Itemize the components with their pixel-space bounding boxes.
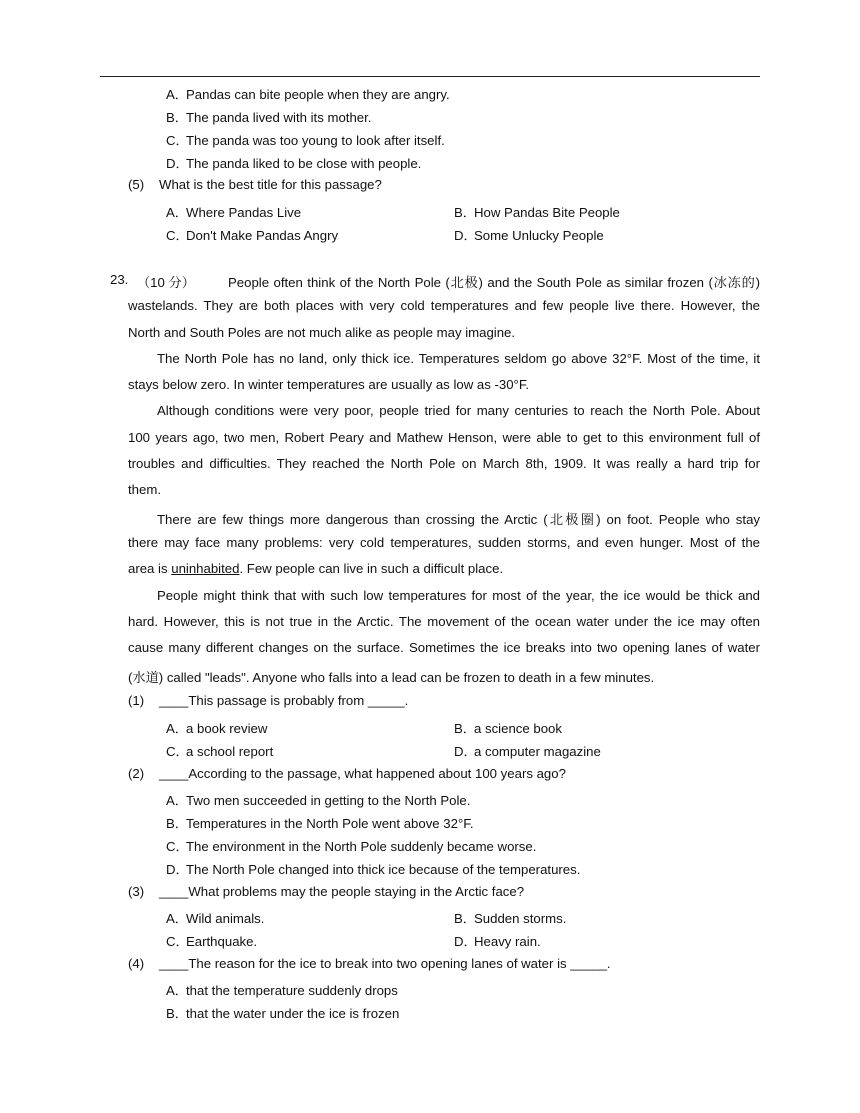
option-text: that the temperature suddenly drops [186,983,398,998]
option-c [166,225,338,244]
passage-line: North and South Poles are not much alike as people may imagine. [128,325,516,340]
passage-line: 100 years ago, two men, Robert Peary and Mathew Henson, were able to get to this environment full of [128,430,760,445]
option-text: Earthquake. [186,934,258,949]
option-b [454,718,562,737]
passage-line: The North Pole has no land, only thick ice. Temperatures seldom go above 32°F. Most of the time, it [157,351,760,366]
option-c [166,931,257,950]
option-a [166,908,264,927]
option-text: a book review [186,721,268,736]
option-text: Heavy rain. [474,934,541,949]
option-label: A． [166,983,188,998]
option-text: The North Pole changed into thick ice because of the temperatures. [186,862,581,877]
option-text: Temperatures in the North Pole went above 32°F. [186,816,474,831]
option-c [166,836,536,855]
option-label: B． [166,1006,188,1021]
option-label: B． [454,205,476,220]
passage-line: hard. However, this is not true in the Arctic. The movement of the ocean water under the ice may often [128,614,760,629]
option-label: B． [166,110,188,125]
option-label: C． [166,934,189,949]
option-b [454,908,566,927]
option-label: C． [166,228,189,243]
option-label: D． [454,228,477,243]
option-text: The panda lived with its mother. [186,110,372,125]
option-b [166,107,371,126]
option-label: A． [166,911,188,926]
question-stem: ____What problems may the people staying in the Arctic face? [159,884,525,899]
option-text: The environment in the North Pole suddenly became worse. [186,839,537,854]
underlined-word: uninhabited [171,561,240,576]
passage-line: there may face many problems: very cold temperatures, sudden storms, and even hunger. Most of the [128,535,760,550]
option-label: D． [454,744,477,759]
option-b [166,1003,399,1022]
passage-line: them. [128,482,161,497]
option-text: Two men succeeded in getting to the North Pole. [186,793,471,808]
score-label: （10 分） [137,275,195,290]
question-number: (3) [128,884,145,899]
option-text: Pandas can bite people when they are angry. [186,87,450,102]
header-rule [100,76,760,77]
option-text: Where Pandas Live [186,205,302,220]
question-number: (5) [128,177,145,192]
passage-line: troubles and difficulties. They reached the North Pole on March 8th, 1909. It was really a hard trip for [128,456,760,471]
option-d [454,741,601,760]
option-label: C． [166,744,189,759]
option-text: a school report [186,744,274,759]
question-stem: What is the best title for this passage? [159,177,382,192]
option-b [166,813,474,832]
option-a [166,980,398,999]
option-label: C． [166,839,189,854]
passage-line [128,561,760,576]
passage-line: wastelands. They are both places with very cold temperatures and few people live there. However, the [128,298,760,313]
passage-line: cause many different changes on the surface. Sometimes the ice breaks into two opening lanes of water [128,640,760,655]
option-label: B． [454,911,476,926]
option-b [454,202,620,221]
option-d [166,859,580,878]
option-a [166,202,301,221]
option-d [166,153,421,172]
option-a [166,790,470,809]
option-label: B． [454,721,476,736]
passage-line: Although conditions were very poor, people tried for many centuries to reach the North Pole. About [157,403,760,418]
option-text: Some Unlucky People [474,228,604,243]
question-number: (4) [128,956,145,971]
passage-line: stays below zero. In winter temperatures are usually as low as -30°F. [128,377,530,392]
option-label: D． [166,156,189,171]
question-stem: ____According to the passage, what happened about 100 years ago? [159,766,566,781]
passage-line: People might think that with such low temperatures for most of the year, the ice would be thick and [157,588,760,603]
option-text: How Pandas Bite People [474,205,620,220]
passage-line: (水道) called "leads". Anyone who falls into a lead can be frozen to death in a few minutes. [128,670,655,685]
option-c [166,741,273,760]
option-label: A． [166,793,188,808]
option-label: C． [166,133,189,148]
option-label: D． [166,862,189,877]
passage-text: . Few people can live in such a difficult place. [239,561,504,576]
question-number: 23. [110,272,129,287]
question-number: (2) [128,766,145,781]
question-stem: ____The reason for the ice to break into two opening lanes of water is _____. [159,956,611,971]
option-label: A． [166,205,188,220]
passage-line: There are few things more dangerous than crossing the Arctic (北极圈) on foot. People who stay [157,512,760,527]
option-text: Don't Make Pandas Angry [186,228,339,243]
option-text: Wild animals. [186,911,265,926]
option-d [454,225,604,244]
option-text: a science book [474,721,562,736]
option-a [166,84,450,103]
option-text: Sudden storms. [474,911,567,926]
option-label: A． [166,87,188,102]
option-a [166,718,267,737]
option-text: a computer magazine [474,744,601,759]
option-c [166,130,445,149]
option-label: A． [166,721,188,736]
passage-line: People often think of the North Pole (北极) and the South Pole as similar frozen (冰冻的) [228,275,760,290]
option-text: The panda liked to be close with people. [186,156,422,171]
option-text: The panda was too young to look after itself. [186,133,445,148]
passage-text: area is [128,561,172,576]
question-stem: ____This passage is probably from _____. [159,693,409,708]
option-text: that the water under the ice is frozen [186,1006,400,1021]
option-d [454,931,541,950]
option-label: D． [454,934,477,949]
option-label: B． [166,816,188,831]
question-number: (1) [128,693,145,708]
